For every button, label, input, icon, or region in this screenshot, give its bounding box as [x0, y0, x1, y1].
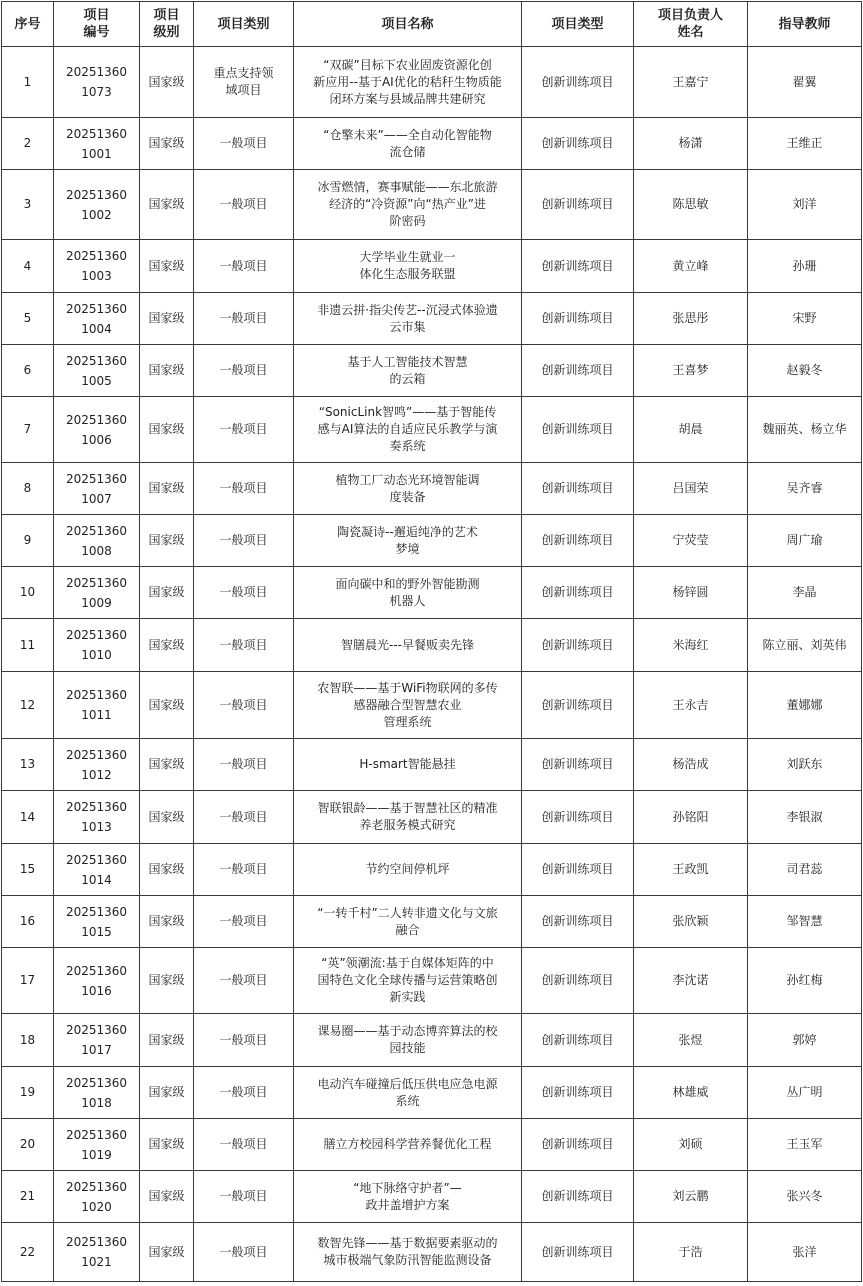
category-cell: 一般项目	[194, 345, 294, 397]
advisor-cell: 周广瑜	[748, 515, 862, 567]
category-cell: 一般项目	[194, 1067, 294, 1119]
project-type-cell: 创新训练项目	[522, 896, 634, 948]
level-cell: 国家级	[140, 739, 194, 791]
project-code-cell: 20251360 1020	[54, 1171, 140, 1223]
project-type-cell: 创新训练项目	[522, 619, 634, 672]
advisor-cell: 翟翼	[748, 47, 862, 118]
category-cell: 一般项目	[194, 463, 294, 515]
advisor-cell: 李晶	[748, 567, 862, 619]
level-cell: 国家级	[140, 1119, 194, 1171]
header-seq: 序号	[2, 2, 54, 47]
table-row	[2, 791, 862, 844]
leader-cell: 于浩	[634, 1223, 748, 1282]
leader-cell: 黄立峰	[634, 240, 748, 293]
advisor-cell: 郭婷	[748, 1014, 862, 1067]
table-row	[2, 739, 862, 791]
header-level: 项目 级别	[140, 2, 194, 47]
leader-cell: 孙铭阳	[634, 791, 748, 844]
table-row	[2, 345, 862, 397]
leader-cell: 刘云鹏	[634, 1171, 748, 1223]
leader-cell: 张煜	[634, 1014, 748, 1067]
table-row	[2, 619, 862, 672]
project-name-cell: “SonicLink智鸣”——基于智能传 感与AI算法的自适应民乐教学与演 奏系统	[294, 397, 522, 463]
table-row	[2, 844, 862, 896]
table-row	[2, 293, 862, 345]
seq-cell: 2	[2, 118, 54, 170]
table-row	[2, 47, 862, 118]
project-name-cell: “英”领潮流:基于自媒体矩阵的中 国特色文化全球传播与运营策略创 新实践	[294, 948, 522, 1014]
level-cell: 国家级	[140, 844, 194, 896]
project-type-cell: 创新训练项目	[522, 1067, 634, 1119]
advisor-cell: 邹智慧	[748, 896, 862, 948]
table-row	[2, 240, 862, 293]
project-code-cell: 20251360 1008	[54, 515, 140, 567]
project-name-cell: “双碳”目标下农业固废资源化创 新应用--基于AI优化的秸秆生物质能 闭环方案与县域品牌共建研究	[294, 47, 522, 118]
advisor-cell: 丛广明	[748, 1067, 862, 1119]
project-code-cell: 20251360 1003	[54, 240, 140, 293]
advisor-cell: 张兴冬	[748, 1171, 862, 1223]
project-name-cell: 冰雪燃情，赛事赋能——东北旅游 经济的“冷资源”向“热产业”进 阶密码	[294, 170, 522, 240]
seq-cell: 21	[2, 1171, 54, 1223]
seq-cell: 9	[2, 515, 54, 567]
level-cell: 国家级	[140, 619, 194, 672]
seq-cell: 15	[2, 844, 54, 896]
level-cell: 国家级	[140, 567, 194, 619]
category-cell: 一般项目	[194, 240, 294, 293]
project-name-cell: 非遗云拼·指尖传艺--沉浸式体验遗 云市集	[294, 293, 522, 345]
project-code-cell: 20251360 1002	[54, 170, 140, 240]
header-advisor: 指导教师	[748, 2, 862, 47]
project-name-cell: 课易圈——基于动态博弈算法的校 园技能	[294, 1014, 522, 1067]
leader-cell: 刘硕	[634, 1119, 748, 1171]
seq-cell: 19	[2, 1067, 54, 1119]
project-type-cell: 创新训练项目	[522, 844, 634, 896]
leader-cell: 胡晨	[634, 397, 748, 463]
project-name-cell: 膳立方校园科学营养餐优化工程	[294, 1119, 522, 1171]
category-cell: 一般项目	[194, 293, 294, 345]
project-type-cell: 创新训练项目	[522, 1223, 634, 1282]
project-name-cell: 数智先锋——基于数据要素驱动的 城市极端气象防汛智能监测设备	[294, 1223, 522, 1282]
project-code-cell: 20251360 1015	[54, 896, 140, 948]
leader-cell: 米海红	[634, 619, 748, 672]
table-row	[2, 1119, 862, 1171]
advisor-cell: 董娜娜	[748, 672, 862, 739]
project-type-cell: 创新训练项目	[522, 118, 634, 170]
project-code-cell: 20251360 1019	[54, 1119, 140, 1171]
seq-cell: 5	[2, 293, 54, 345]
project-name-cell: “仓擎未来”——全自动化智能物 流仓储	[294, 118, 522, 170]
leader-cell: 宁荧莹	[634, 515, 748, 567]
table-row	[2, 567, 862, 619]
project-code-cell: 20251360 1005	[54, 345, 140, 397]
category-cell: 一般项目	[194, 118, 294, 170]
advisor-cell: 张洋	[748, 1223, 862, 1282]
table-row	[2, 463, 862, 515]
level-cell: 国家级	[140, 948, 194, 1014]
leader-cell: 陈思敏	[634, 170, 748, 240]
project-type-cell: 创新训练项目	[522, 1119, 634, 1171]
project-code-cell: 20251360 1010	[54, 619, 140, 672]
table-row	[2, 1171, 862, 1223]
leader-cell: 杨浩成	[634, 739, 748, 791]
project-name-cell: 植物工厂动态光环境智能调 度装备	[294, 463, 522, 515]
project-code-cell: 20251360 1009	[54, 567, 140, 619]
category-cell: 一般项目	[194, 948, 294, 1014]
seq-cell: 22	[2, 1223, 54, 1282]
seq-cell: 18	[2, 1014, 54, 1067]
advisor-cell: 宋野	[748, 293, 862, 345]
project-code-cell: 20251360 1073	[54, 47, 140, 118]
seq-cell: 17	[2, 948, 54, 1014]
project-name-cell: H-smart智能悬挂	[294, 739, 522, 791]
project-type-cell: 创新训练项目	[522, 240, 634, 293]
leader-cell: 王嘉宁	[634, 47, 748, 118]
table-row	[2, 1067, 862, 1119]
project-type-cell: 创新训练项目	[522, 170, 634, 240]
project-code-cell: 20251360 1004	[54, 293, 140, 345]
leader-cell: 杨潇	[634, 118, 748, 170]
level-cell: 国家级	[140, 345, 194, 397]
project-name-cell: 大学毕业生就业一 体化生态服务联盟	[294, 240, 522, 293]
category-cell: 一般项目	[194, 567, 294, 619]
seq-cell: 7	[2, 397, 54, 463]
project-type-cell: 创新训练项目	[522, 567, 634, 619]
header-leader: 项目负责人 姓名	[634, 2, 748, 47]
project-type-cell: 创新训练项目	[522, 672, 634, 739]
project-type-cell: 创新训练项目	[522, 1014, 634, 1067]
category-cell: 一般项目	[194, 170, 294, 240]
advisor-cell: 孙珊	[748, 240, 862, 293]
level-cell: 国家级	[140, 118, 194, 170]
project-code-cell: 20251360 1014	[54, 844, 140, 896]
project-type-cell: 创新训练项目	[522, 345, 634, 397]
project-name-cell: 电动汽车碰撞后低压供电应急电源 系统	[294, 1067, 522, 1119]
category-cell: 一般项目	[194, 896, 294, 948]
project-type-cell: 创新训练项目	[522, 463, 634, 515]
leader-cell: 李沈诺	[634, 948, 748, 1014]
project-type-cell: 创新训练项目	[522, 948, 634, 1014]
leader-cell: 王政凯	[634, 844, 748, 896]
category-cell: 一般项目	[194, 515, 294, 567]
project-code-cell: 20251360 1011	[54, 672, 140, 739]
seq-cell: 10	[2, 567, 54, 619]
table-row	[2, 948, 862, 1014]
leader-cell: 张欣颖	[634, 896, 748, 948]
advisor-cell: 孙红梅	[748, 948, 862, 1014]
project-type-cell: 创新训练项目	[522, 47, 634, 118]
category-cell: 一般项目	[194, 1014, 294, 1067]
seq-cell: 13	[2, 739, 54, 791]
seq-cell: 8	[2, 463, 54, 515]
project-name-cell: 节约空间停机坪	[294, 844, 522, 896]
seq-cell: 6	[2, 345, 54, 397]
level-cell: 国家级	[140, 1171, 194, 1223]
level-cell: 国家级	[140, 293, 194, 345]
project-name-cell: 基于人工智能技术智慧 的云箱	[294, 345, 522, 397]
leader-cell: 王喜梦	[634, 345, 748, 397]
advisor-cell: 陈立丽、刘英伟	[748, 619, 862, 672]
project-name-cell: 农智联——基于WiFi物联网的多传 感器融合型智慧农业 管理系统	[294, 672, 522, 739]
seq-cell: 20	[2, 1119, 54, 1171]
leader-cell: 林雄威	[634, 1067, 748, 1119]
project-code-cell: 20251360 1017	[54, 1014, 140, 1067]
table-row	[2, 170, 862, 240]
leader-cell: 王永吉	[634, 672, 748, 739]
leader-cell: 杨锌圆	[634, 567, 748, 619]
header-code: 项目 编号	[54, 2, 140, 47]
table-row	[2, 1223, 862, 1282]
project-type-cell: 创新训练项目	[522, 515, 634, 567]
level-cell: 国家级	[140, 463, 194, 515]
seq-cell: 14	[2, 791, 54, 844]
level-cell: 国家级	[140, 1014, 194, 1067]
seq-cell: 4	[2, 240, 54, 293]
seq-cell: 11	[2, 619, 54, 672]
project-name-cell: 面向碳中和的野外智能勘测 机器人	[294, 567, 522, 619]
level-cell: 国家级	[140, 896, 194, 948]
header-name: 项目名称	[294, 2, 522, 47]
seq-cell: 16	[2, 896, 54, 948]
category-cell: 一般项目	[194, 739, 294, 791]
header-category: 项目类别	[194, 2, 294, 47]
category-cell: 一般项目	[194, 619, 294, 672]
table-row	[2, 397, 862, 463]
project-code-cell: 20251360 1007	[54, 463, 140, 515]
level-cell: 国家级	[140, 170, 194, 240]
project-type-cell: 创新训练项目	[522, 1171, 634, 1223]
project-type-cell: 创新训练项目	[522, 397, 634, 463]
category-cell: 一般项目	[194, 844, 294, 896]
project-code-cell: 20251360 1018	[54, 1067, 140, 1119]
level-cell: 国家级	[140, 1067, 194, 1119]
seq-cell: 3	[2, 170, 54, 240]
leader-cell: 吕国荣	[634, 463, 748, 515]
table-body	[2, 47, 862, 1282]
project-name-cell: 智联银龄——基于智慧社区的精准 养老服务模式研究	[294, 791, 522, 844]
project-code-cell: 20251360 1012	[54, 739, 140, 791]
table-header-row	[2, 2, 862, 47]
project-code-cell: 20251360 1013	[54, 791, 140, 844]
table-row	[2, 515, 862, 567]
project-name-cell: 陶瓷凝诗--邂逅纯净的艺术 梦境	[294, 515, 522, 567]
table-row	[2, 1014, 862, 1067]
category-cell: 一般项目	[194, 791, 294, 844]
header-type: 项目类型	[522, 2, 634, 47]
advisor-cell: 王维正	[748, 118, 862, 170]
category-cell: 重点支持领 域项目	[194, 47, 294, 118]
project-name-cell: “一转千村”二人转非遗文化与文旅 融合	[294, 896, 522, 948]
advisor-cell: 刘洋	[748, 170, 862, 240]
project-code-cell: 20251360 1021	[54, 1223, 140, 1282]
advisor-cell: 赵毅冬	[748, 345, 862, 397]
leader-cell: 张思彤	[634, 293, 748, 345]
advisor-cell: 王玉军	[748, 1119, 862, 1171]
category-cell: 一般项目	[194, 397, 294, 463]
advisor-cell: 刘跃东	[748, 739, 862, 791]
project-code-cell: 20251360 1001	[54, 118, 140, 170]
seq-cell: 1	[2, 47, 54, 118]
category-cell: 一般项目	[194, 1119, 294, 1171]
level-cell: 国家级	[140, 397, 194, 463]
category-cell: 一般项目	[194, 1171, 294, 1223]
project-name-cell: “地下脉络守护者”— 政井盖增护方案	[294, 1171, 522, 1223]
category-cell: 一般项目	[194, 1223, 294, 1282]
level-cell: 国家级	[140, 47, 194, 118]
project-table	[1, 1, 862, 1282]
advisor-cell: 吴齐睿	[748, 463, 862, 515]
project-code-cell: 20251360 1006	[54, 397, 140, 463]
level-cell: 国家级	[140, 672, 194, 739]
project-name-cell: 智膳晨光---早餐贩卖先锋	[294, 619, 522, 672]
project-type-cell: 创新训练项目	[522, 739, 634, 791]
table-row	[2, 672, 862, 739]
project-code-cell: 20251360 1016	[54, 948, 140, 1014]
table-row	[2, 118, 862, 170]
advisor-cell: 司君蕊	[748, 844, 862, 896]
advisor-cell: 李银淑	[748, 791, 862, 844]
project-type-cell: 创新训练项目	[522, 791, 634, 844]
advisor-cell: 魏丽英、杨立华	[748, 397, 862, 463]
level-cell: 国家级	[140, 1223, 194, 1282]
level-cell: 国家级	[140, 791, 194, 844]
table-row	[2, 896, 862, 948]
level-cell: 国家级	[140, 515, 194, 567]
seq-cell: 12	[2, 672, 54, 739]
category-cell: 一般项目	[194, 672, 294, 739]
project-type-cell: 创新训练项目	[522, 293, 634, 345]
level-cell: 国家级	[140, 240, 194, 293]
